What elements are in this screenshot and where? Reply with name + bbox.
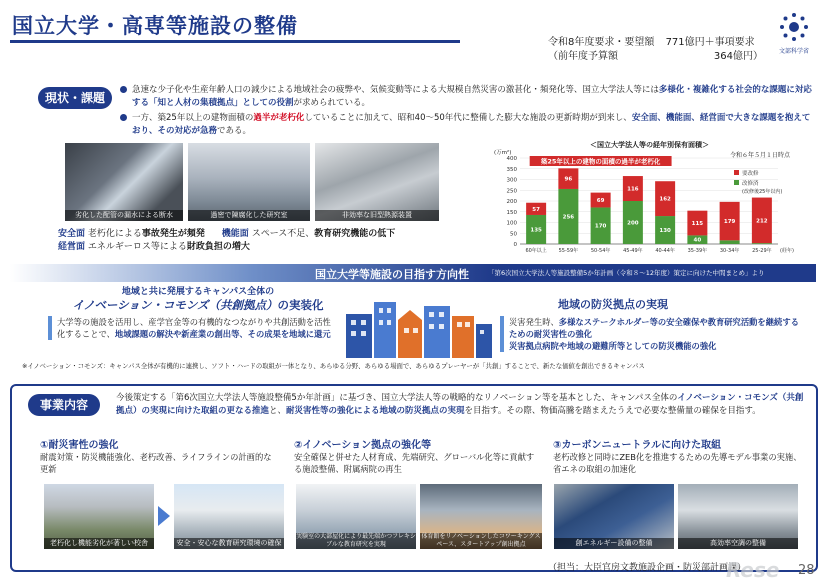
innovation-text-plain: 大学等の施設を活用し、産学官金等の有機的なつながりや共創活動を活性化することで、	[57, 317, 331, 339]
chart-y-tick: 200	[506, 199, 517, 205]
building-age-chart	[490, 140, 810, 260]
photo-caption: 過密で陳腐化した研究室	[188, 210, 310, 221]
chart-x-tick: 35-39年	[687, 248, 708, 254]
project-text: を目指す。その際、物価高騰を踏まえたうえで必要な整備量の確保を目指す。	[464, 406, 761, 416]
chart-y-tick: 250	[506, 188, 517, 195]
direction-banner-title: 国立大学等施設の目指す方向性	[315, 268, 469, 281]
photo-caption: 非効率な旧型熱源装置	[315, 210, 439, 221]
item-heading: ②イノベーション拠点の強化等	[294, 440, 432, 451]
issue-text: 老朽化による	[87, 229, 142, 239]
chart-data-label: 130	[659, 228, 671, 235]
chart-highlight-text: 築25年以上の建物の面積の過半が老朽化	[540, 157, 661, 166]
disaster-text-plain: 災害発生時、	[509, 317, 559, 327]
photo-caption: 創エネルギー設備の整備	[554, 538, 674, 549]
item-text: 老朽改修と同時にZEB化を推進するための先導モデル事業の実施、省エネの取組の加速化	[553, 452, 802, 474]
innovation-commons-note: ※イノベーション・コモンズ：キャンパス全体が有機的に連携し、ソフト・ハードの取組が一体となり、あらゆる分野、あらゆる場面で、あらゆるプレーヤーが「共創」することで、新たな価値を創出できるキャンパス	[22, 362, 645, 370]
item-text: 耐震対策・防災機能強化、老朽改善、ライフラインの計画的な更新	[40, 452, 272, 474]
issue-management	[58, 241, 458, 254]
issue-emphasis: 財政負担の増大	[186, 242, 250, 252]
chart-bar-renovated	[720, 240, 740, 244]
issue-text: エネルギーロス等による	[87, 242, 187, 252]
photo-renovated-building	[174, 484, 284, 549]
innovation-text-emphasis: 地域課題の解決や新産業の創出等、その成果を地域に還元	[114, 329, 331, 339]
photo-pipe-leak	[65, 143, 183, 221]
chart-title: ＜国立大学法人等の経年別保有面積＞	[590, 141, 709, 149]
buildings-illustration	[344, 296, 494, 358]
chart-data-label: 116	[627, 186, 639, 193]
page-title: 国立大学・高専等施設の整備	[12, 14, 298, 38]
page-number: 28	[798, 563, 815, 578]
chart-legend-sub: (改修後25年以内)	[742, 189, 783, 195]
disaster-hub-head: 地域の防災拠点の実現	[558, 298, 668, 311]
chart-legend-swatch	[734, 180, 739, 185]
current-bullet-2	[132, 112, 812, 138]
current-status-label: 現状・課題	[38, 87, 112, 109]
chart-x-tick: 50-54年	[590, 248, 611, 254]
item-heading: ①耐災害性の強化	[40, 440, 119, 451]
photo-coworking	[420, 484, 542, 549]
watermark: Rese	[726, 558, 780, 582]
direction-banner-sub: 「第6次国立大学法人等施設整備5か年計画（令和８～12年度）策定に向けた中間まとめ」より	[488, 269, 765, 277]
photo-caption: 老朽化し機能劣化が著しい校舎	[44, 538, 154, 549]
chart-data-label: 179	[723, 219, 736, 226]
issue-label: 経営面	[58, 242, 86, 252]
bullet-text: していることに加えて、昭和40～50年代に整備した膨大な施設の更新時期が到来し、	[304, 113, 632, 123]
issue-label: 安全面	[58, 229, 86, 239]
title-underline	[10, 40, 460, 43]
chart-container	[490, 140, 810, 260]
chart-y-tick: 300	[506, 177, 517, 184]
bullet-emphasis: 過半が老朽化	[253, 113, 305, 123]
ministry-logo	[772, 12, 816, 62]
budget-label: 令和8年度要求・要望額	[548, 37, 655, 48]
bullet-text: が求められている。	[293, 98, 371, 108]
photo-crowded-lab	[188, 143, 310, 221]
chart-data-label: 69	[596, 198, 605, 205]
photo-heat-source	[315, 143, 439, 221]
chart-bar-renovated	[752, 243, 772, 244]
chart-data-label: 212	[756, 218, 768, 225]
project-description	[116, 392, 806, 418]
chart-y-tick: 150	[506, 209, 517, 216]
chart-y-tick: 400	[506, 156, 517, 162]
arrow-right-icon	[158, 506, 170, 526]
chart-x-tick: 25-29年	[752, 248, 772, 254]
chart-x-tick: 45-49年	[623, 248, 643, 254]
chart-data-label: 40	[693, 237, 702, 244]
contact-note: （担当：大臣官房文教施設企画・防災部計画課）	[548, 563, 747, 573]
bullet-text: 一方、築25年以上の建物面積の	[132, 113, 254, 123]
disaster-text-emphasis-2: 災害拠点病院や地域の避難所等としての防災機能の強化	[509, 341, 717, 351]
chart-data-label: 135	[530, 227, 542, 234]
project-emphasis: 耐災害性等の強化による地域の防災拠点の実現	[286, 406, 465, 416]
chart-data-label: 200	[627, 220, 639, 227]
innovation-text	[57, 316, 338, 340]
disaster-text-box	[500, 316, 800, 352]
chart-x-tick: 40-44年	[655, 248, 675, 254]
item-heading: ③カーボンニュートラルに向けた取組	[553, 440, 722, 451]
photo-caption: 高効率空調の整備	[678, 538, 798, 549]
chart-data-label: 170	[594, 223, 607, 230]
chart-data-label: 162	[659, 196, 671, 203]
budget-value: 771億円＋事項要求	[665, 37, 755, 48]
bullet-dot	[120, 86, 127, 93]
issue-safety	[58, 228, 458, 241]
photo-solar-panels	[554, 484, 674, 549]
chart-y-tick: 350	[506, 166, 517, 173]
photo-caption: 体育館をリノベーションしたコワーキングスペース、スタートアップ創出拠点	[421, 533, 541, 548]
bullet-text: 急速な少子化や生産年齢人口の減少による地域社会の疲弊や、気候変動等による大規模自然災害の激甚化・頻発化等、国立大学法人等には	[132, 85, 659, 95]
chart-y-tick: 100	[506, 220, 517, 227]
chart-y-tick: 0	[513, 242, 517, 248]
chart-legend-label: 要改修	[742, 171, 759, 177]
innovation-head-line3: の実装化	[277, 298, 324, 312]
chart-x-tick: 30-34年	[719, 248, 740, 254]
photo-old-building	[44, 484, 154, 549]
city-buildings-icon	[344, 296, 494, 358]
prev-budget-label: （前年度予算額	[548, 51, 618, 62]
ministry-emblem-icon	[779, 12, 809, 42]
direction-banner	[10, 264, 816, 282]
project-text: 今後策定する「第6次国立大学法人等施設整備5か年計画」に基づき、国立大学法人等の戦略的なリノベーション等を基本とした、キャンパス全体の	[116, 393, 678, 403]
chart-legend-label: 改修済	[742, 181, 759, 187]
issue-emphasis: 教育研究機能の低下	[314, 229, 396, 239]
bullet-dot	[120, 114, 127, 121]
project-item-1	[40, 436, 280, 475]
photo-caption: 劣化した配管の漏水による断水	[65, 210, 183, 221]
bullet-emphasis: 多様化・複雑化する社会的な課題に対応する「知と人材の集積拠点」としての役割	[132, 85, 812, 108]
chart-x-suffix: (経年)	[780, 248, 794, 254]
disaster-text-emphasis: 多様なステークホルダー等の安全確保や教育研究活動を継続するための耐災害性の強化	[509, 317, 799, 339]
photo-hvac	[678, 484, 798, 549]
disaster-text-2	[509, 340, 800, 352]
chart-data-label: 115	[691, 221, 704, 228]
innovation-text-box	[48, 316, 338, 340]
chart-date-note: 令和６年５月１日時点	[730, 152, 791, 159]
budget-box	[548, 36, 763, 64]
chart-legend-swatch	[734, 170, 739, 175]
item-text: 安全確保と併せた人材育成、先端研究、グローバル化等に貢献する施設整備、附属病院の再生	[294, 452, 535, 474]
chart-data-label: 256	[562, 214, 575, 221]
disaster-text	[509, 316, 800, 340]
innovation-head-line1: 地域と共に発展するキャンパス全体の	[121, 287, 275, 297]
project-item-2	[294, 436, 544, 475]
issue-label: 機能面	[221, 229, 249, 239]
project-emphasis: イノベーション・コモンズ（共創拠点）の実現に向けた取組の更なる推進	[116, 393, 804, 416]
chart-x-tick: 55-59年	[558, 248, 579, 254]
chart-y-tick: 50	[510, 231, 517, 238]
chart-unit-label: (万m²)	[494, 150, 512, 156]
project-text: と、	[269, 406, 287, 416]
project-label: 事業内容	[28, 394, 100, 416]
prev-budget-value: 364億円）	[713, 51, 763, 62]
chart-x-tick: 60年以上	[525, 248, 547, 254]
issue-text: スペース不足、	[251, 229, 315, 239]
photo-caption: 安全・安心な教育研究環境の確保	[174, 538, 284, 549]
bullet-text: である。	[217, 126, 252, 136]
innovation-head-line2: イノベーション・コモンズ（共創拠点）	[72, 298, 278, 312]
chart-data-label: 57	[532, 206, 540, 213]
bullet-emphasis: 安全面、機能面、経営面で大きな課題を抱えており、その対応が急務	[132, 113, 811, 136]
chart-data-label: 96	[564, 176, 573, 183]
issue-emphasis: 事故発生が頻発	[141, 229, 205, 239]
innovation-commons-head	[58, 284, 338, 313]
current-bullet-1	[132, 84, 812, 110]
photo-caption: 実験室の大部屋化により最先端かつフレキシブルな教育研究を実現	[296, 533, 416, 548]
project-item-3	[553, 436, 809, 475]
ministry-name: 文部科学省	[778, 48, 809, 55]
photo-open-lab	[296, 484, 416, 549]
issues-list	[58, 228, 458, 254]
